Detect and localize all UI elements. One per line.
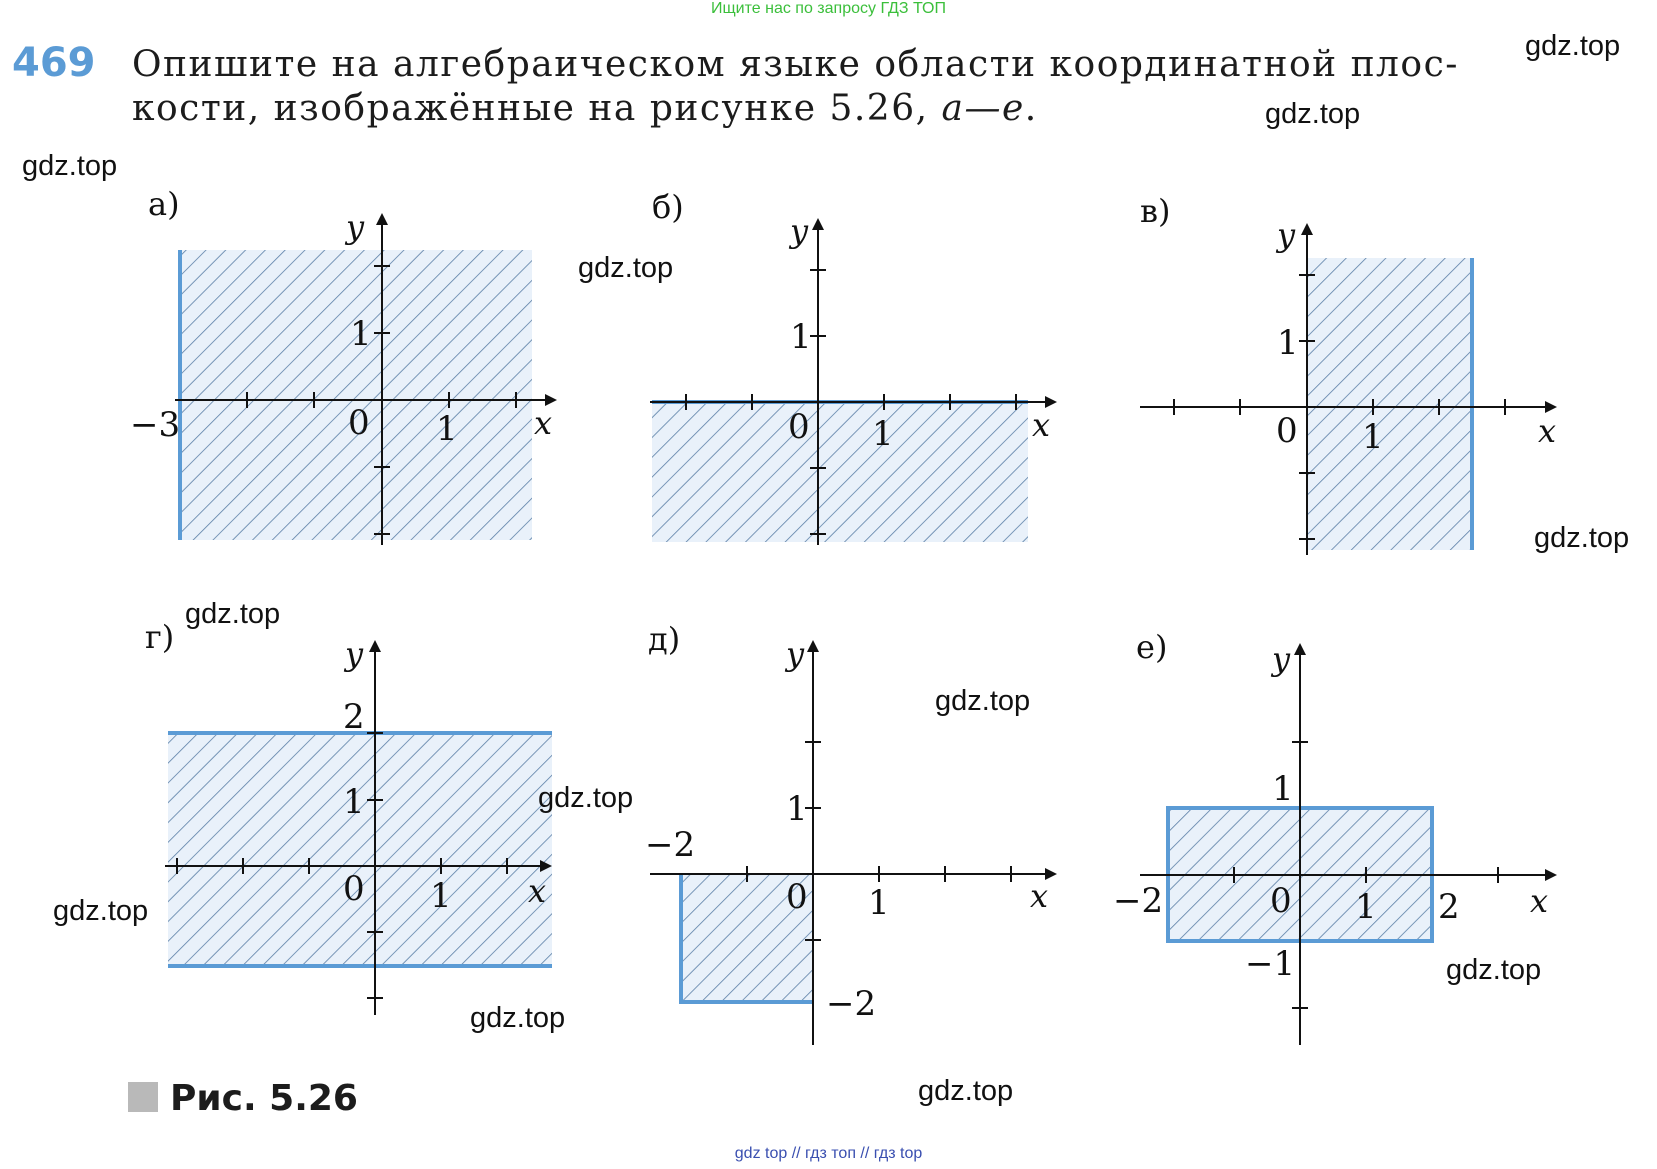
watermark: gdz.top	[185, 598, 281, 630]
figure-caption-text: Рис. 5.26	[170, 1078, 358, 1119]
panel-g-tick-y-2: 2	[343, 697, 365, 737]
watermark: gdz.top	[1265, 98, 1361, 130]
watermark: gdz.top	[470, 1002, 566, 1034]
panel-b-tick-y-1: 1	[790, 317, 812, 357]
panel-v-tick-y-1: 1	[1277, 323, 1299, 363]
panel-e-tick-x-2: 2	[1438, 887, 1460, 927]
task-text-line-1: Опишите на алгебраическом языке области координатной плос-	[132, 44, 1459, 85]
panel-d-x-name: x	[1030, 877, 1049, 915]
panel-g-y-name: y	[345, 635, 364, 673]
panel-e-label: е)	[1136, 628, 1168, 666]
watermark: gdz.top	[22, 150, 118, 182]
panel-e-tick-y-minus-1: −1	[1245, 944, 1296, 984]
panel-d-tick-x-1: 1	[868, 883, 890, 923]
panel-e-tick-x-minus-2: −2	[1113, 881, 1164, 921]
panel-v-label: в)	[1140, 192, 1171, 230]
panel-g-tick-x-1: 1	[430, 876, 452, 916]
caption-marker	[128, 1082, 158, 1112]
panel-d-tick-y-minus-2: −2	[826, 984, 877, 1024]
watermark: gdz.top	[935, 685, 1031, 717]
panel-e-tick-x-1: 1	[1355, 887, 1377, 927]
task-text-line-2-prefix: кости, изображённые на рисунке 5.26,	[132, 88, 929, 129]
top-banner: Ищите нас по запросу ГДЗ ТОП	[711, 0, 946, 17]
watermark: gdz.top	[538, 782, 634, 814]
panel-a-shaded-region	[180, 250, 532, 540]
panel-g	[145, 618, 552, 1015]
panel-v	[1140, 192, 1556, 555]
panel-a-label: а)	[148, 185, 180, 223]
panel-e-y-name: y	[1272, 640, 1291, 678]
panel-b-label: б)	[652, 188, 684, 226]
panel-g-label: г)	[145, 618, 175, 656]
bottom-banner: gdz top // гдз топ // гдз top	[734, 1145, 923, 1162]
figure-caption	[128, 1078, 358, 1119]
panel-d-label: д)	[648, 620, 681, 658]
panel-d-origin: 0	[786, 877, 808, 917]
panel-v-x-name: x	[1538, 412, 1557, 450]
panel-d-tick-y-1: 1	[786, 789, 808, 829]
panel-b-tick-x-1: 1	[872, 414, 894, 454]
panel-a-tick-x-1: 1	[436, 409, 458, 449]
panel-g-x-name: x	[528, 872, 547, 910]
task-text-period: .	[1024, 88, 1038, 129]
panel-a	[130, 185, 555, 545]
panel-v-shaded-region	[1307, 258, 1472, 550]
panel-v-tick-x-1: 1	[1362, 417, 1384, 457]
watermark: gdz.top	[1446, 954, 1542, 986]
panel-a-origin: 0	[348, 403, 370, 443]
panel-v-origin: 0	[1276, 411, 1298, 451]
task-text-letters: а—е	[941, 88, 1025, 129]
watermark: gdz.top	[1534, 522, 1630, 554]
panel-a-x-name: x	[534, 404, 553, 442]
panel-d-y-name: y	[786, 635, 805, 673]
panel-g-shaded-region	[168, 733, 552, 966]
panel-a-tick-y-1: 1	[350, 314, 372, 354]
watermark: gdz.top	[918, 1075, 1014, 1107]
watermark: gdz.top	[1525, 30, 1621, 62]
panel-e-tick-y-1: 1	[1272, 769, 1294, 809]
panel-g-tick-y-1: 1	[343, 782, 365, 822]
watermark: gdz.top	[578, 252, 674, 284]
panel-b-origin: 0	[788, 407, 810, 447]
panel-d-tick-x-minus-2: −2	[645, 825, 696, 865]
panel-e-x-name: x	[1530, 882, 1549, 920]
panel-v-y-name: y	[1277, 216, 1296, 254]
panel-a-y-name: y	[346, 208, 365, 246]
panel-b	[650, 188, 1055, 545]
task-number: 469	[12, 40, 96, 86]
panel-b-y-name: y	[790, 212, 809, 250]
panel-b-x-name: x	[1032, 406, 1051, 444]
panel-d	[645, 620, 1055, 1045]
watermark: gdz.top	[53, 895, 149, 927]
panel-g-origin: 0	[343, 869, 365, 909]
panel-a-tick-minus-3: −3	[130, 405, 181, 445]
panel-b-shaded-region	[652, 402, 1028, 542]
panel-e-origin: 0	[1270, 881, 1292, 921]
